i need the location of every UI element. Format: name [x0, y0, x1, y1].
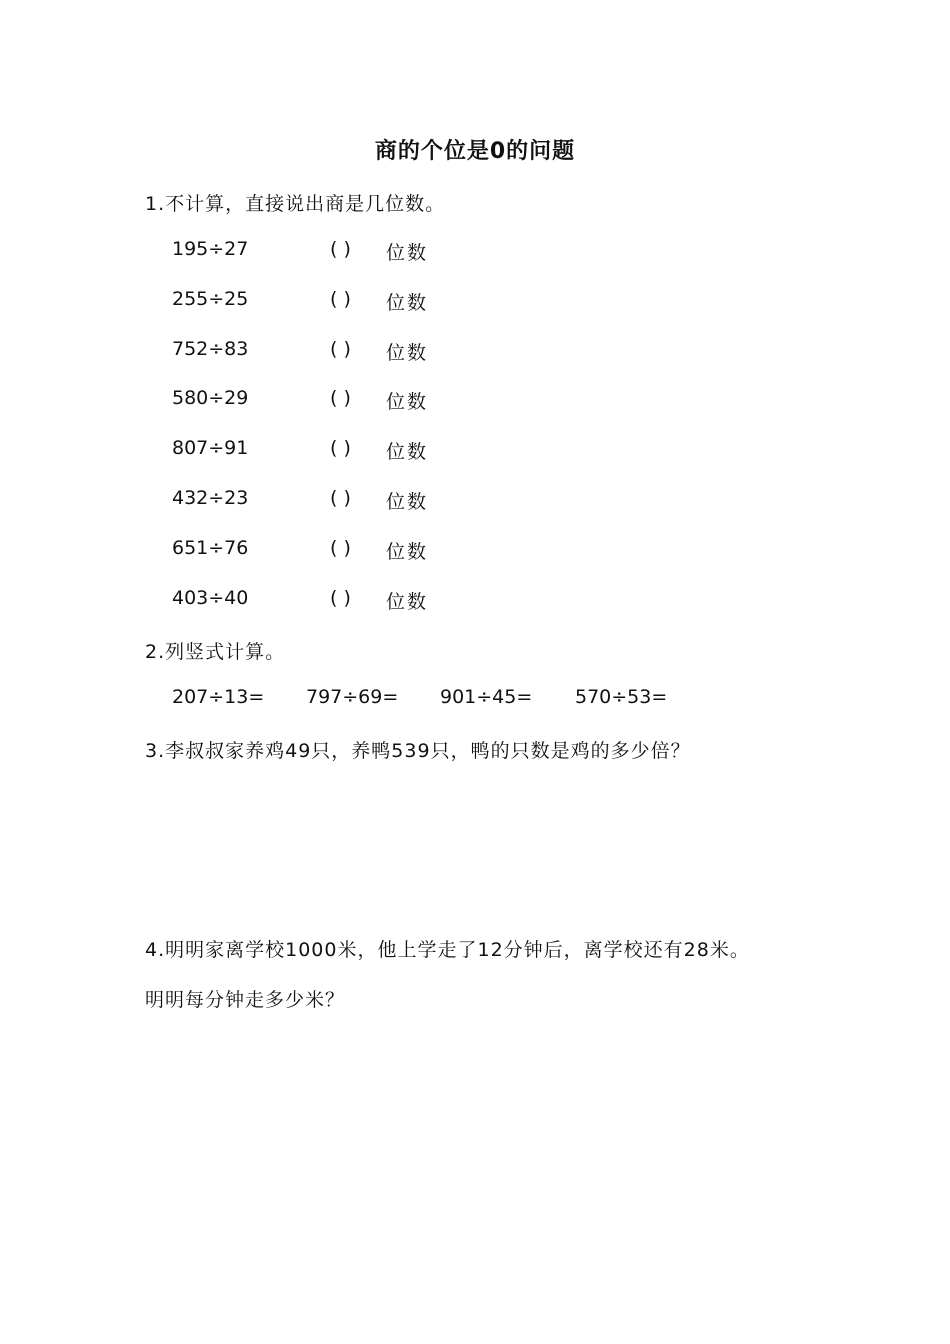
vertical-calculation-item: 207÷13= — [172, 686, 265, 708]
division-expression: 255÷25 — [172, 288, 249, 310]
division-expression: 580÷29 — [172, 387, 249, 409]
answer-blank: ( ) — [330, 437, 351, 459]
answer-blank: ( ) — [330, 587, 351, 609]
unit-label: 位数 — [386, 242, 429, 264]
answer-blank: ( ) — [330, 288, 351, 310]
answer-blank: ( ) — [330, 387, 351, 409]
vertical-calculation-item: 570÷53= — [575, 686, 668, 708]
question-3-prompt: 3.李叔叔家养鸡49只，养鸭539只，鸭的只数是鸡的多少倍？ — [145, 740, 691, 762]
page-title: 商的个位是0的问题 — [374, 139, 576, 164]
unit-label: 位数 — [386, 491, 429, 513]
division-expression: 432÷23 — [172, 487, 249, 509]
unit-label: 位数 — [386, 391, 429, 413]
unit-label: 位数 — [386, 441, 429, 463]
answer-blank: ( ) — [330, 537, 351, 559]
answer-blank: ( ) — [330, 238, 351, 260]
division-expression: 651÷76 — [172, 537, 249, 559]
division-expression: 752÷83 — [172, 338, 249, 360]
division-expression: 195÷27 — [172, 238, 249, 260]
question-1-prompt: 1.不计算，直接说出商是几位数。 — [145, 193, 446, 215]
question-4-line-1: 4.明明家离学校1000米，他上学走了12分钟后，离学校还有28米。 — [145, 939, 750, 961]
answer-blank: ( ) — [330, 487, 351, 509]
unit-label: 位数 — [386, 541, 429, 563]
question-4-line-2: 明明每分钟走多少米？ — [145, 989, 346, 1011]
question-2-prompt: 2.列竖式计算。 — [145, 641, 286, 663]
answer-blank: ( ) — [330, 338, 351, 360]
unit-label: 位数 — [386, 292, 429, 314]
division-expression: 403÷40 — [172, 587, 249, 609]
vertical-calculation-item: 901÷45= — [440, 686, 533, 708]
unit-label: 位数 — [386, 591, 429, 613]
division-expression: 807÷91 — [172, 437, 249, 459]
vertical-calculation-item: 797÷69= — [306, 686, 399, 708]
unit-label: 位数 — [386, 342, 429, 364]
